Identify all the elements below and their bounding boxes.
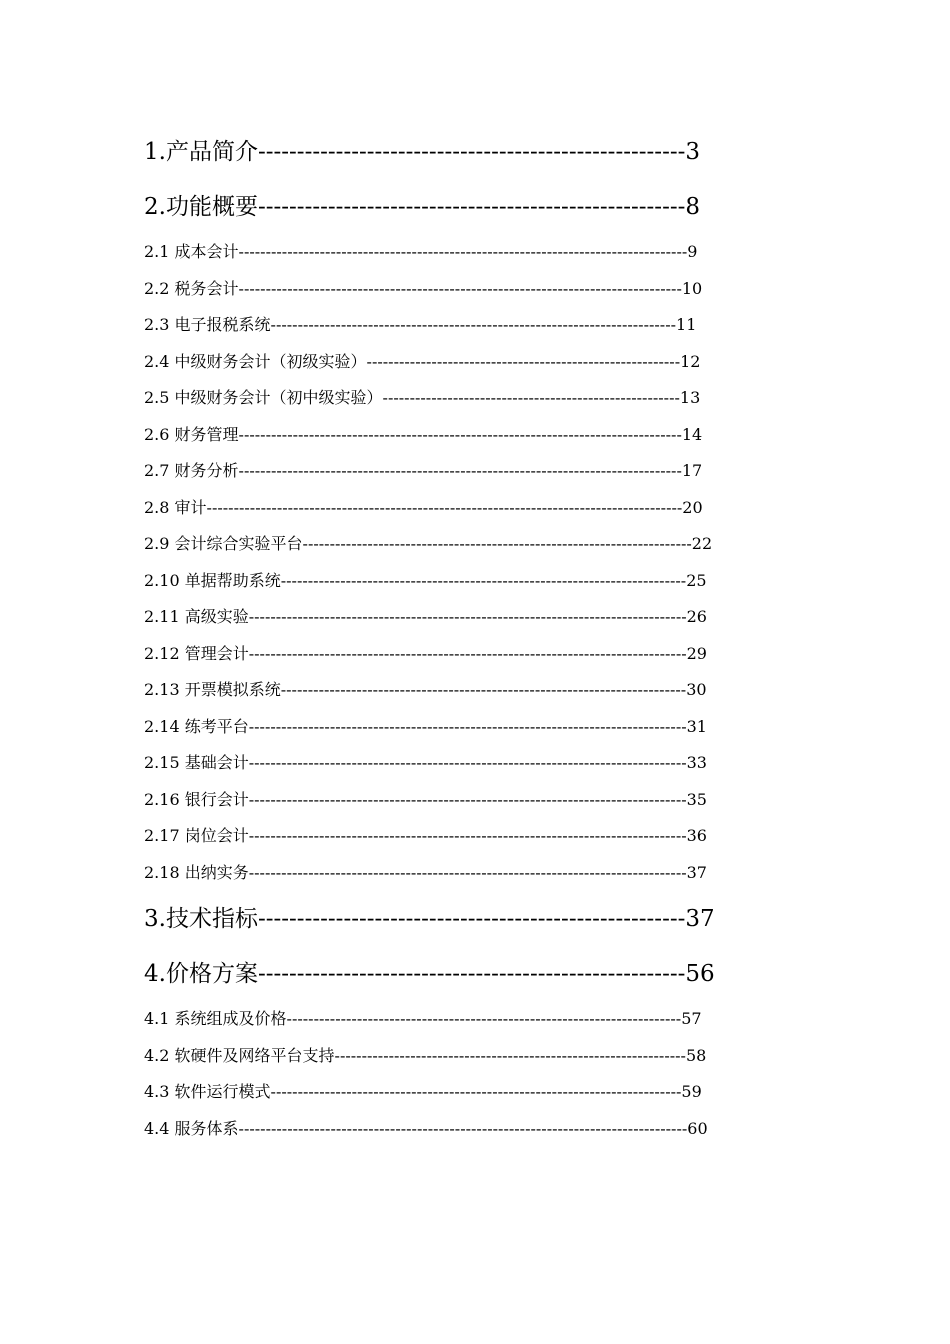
toc-page-number: 31 — [686, 716, 707, 736]
toc-page-number: 37 — [686, 862, 707, 882]
toc-entry-title: 4.3 软件运行模式 — [144, 1082, 271, 1101]
toc-entry-title: 2.8 审计 — [144, 497, 207, 517]
toc-section-entry[interactable] — [144, 563, 804, 600]
toc-entry-title: 2.7 财务分析 — [144, 461, 239, 480]
toc-dot-leader: --------------------------------------------------------------------------- — [280, 680, 687, 699]
toc-section-entry[interactable] — [144, 818, 804, 855]
toc-entry-title: 1.产品简介 — [144, 139, 258, 165]
toc-page-number: 20 — [682, 497, 703, 517]
toc-section-entry[interactable] — [144, 636, 804, 673]
toc-section-entry[interactable] — [144, 1001, 804, 1038]
toc-page-number: 11 — [676, 315, 697, 334]
toc-page-number: 33 — [686, 753, 707, 772]
toc-dot-leader: ------------------------------------------------------------------------- — [286, 1009, 682, 1028]
toc-page-number: 56 — [685, 961, 715, 987]
toc-dot-leader: --------------------------------------------------------------------------------- — [248, 826, 687, 845]
toc-dot-leader: ------------------------------------------------------- — [257, 139, 686, 165]
toc-section-entry[interactable] — [144, 307, 804, 344]
toc-entry-title: 2.功能概要 — [144, 194, 258, 220]
toc-dot-leader: ------------------------------------------------------- — [382, 388, 680, 407]
toc-dot-leader: --------------------------------------------------------------------------------- — [248, 862, 687, 882]
toc-dot-leader: ----------------------------------------------------------------------------------- — [238, 242, 688, 261]
toc-page-number: 25 — [686, 570, 707, 590]
toc-dot-leader: --------------------------------------------------------------------------------- — [248, 643, 687, 663]
toc-section-entry[interactable] — [144, 855, 804, 892]
toc-dot-leader: --------------------------------------------------------------------------------- — [248, 753, 687, 772]
toc-page-number: 35 — [686, 789, 707, 809]
toc-section-entry[interactable] — [144, 271, 804, 308]
toc-page-number: 22 — [691, 534, 713, 553]
toc-section-entry[interactable] — [144, 344, 804, 381]
toc-page-number: 30 — [686, 680, 707, 699]
toc-entry-title: 2.10 单据帮助系统 — [144, 570, 281, 590]
toc-chapter-entry[interactable] — [144, 130, 804, 179]
toc-dot-leader: ------------------------------------------------------- — [257, 961, 686, 987]
toc-page-number: 9 — [687, 242, 698, 261]
toc-entry-title: 4.1 系统组成及价格 — [144, 1009, 287, 1028]
toc-section-entry[interactable] — [144, 745, 804, 782]
toc-section-entry[interactable] — [144, 234, 804, 271]
toc-entry-title: 2.13 开票模拟系统 — [144, 680, 281, 699]
toc-dot-leader: ---------------------------------------------------------------------------------------- — [206, 497, 683, 517]
toc-section-entry[interactable] — [144, 599, 804, 636]
toc-entry-title: 2.14 练考平台 — [144, 716, 249, 736]
toc-chapter-entry[interactable] — [144, 185, 804, 234]
toc-chapter-entry[interactable] — [144, 952, 804, 1001]
toc-entry-title: 4.4 服务体系 — [144, 1118, 239, 1138]
toc-dot-leader: --------------------------------------------------------------------------- — [270, 315, 677, 334]
toc-section-entry[interactable] — [144, 490, 804, 527]
toc-section-entry[interactable] — [144, 782, 804, 819]
toc-dot-leader: --------------------------------------------------------------------------------- — [248, 607, 687, 626]
toc-dot-leader: ---------------------------------------------------------- — [366, 351, 681, 371]
toc-dot-leader: ------------------------------------------------------- — [257, 194, 686, 220]
toc-page-number: 37 — [685, 906, 715, 932]
toc-dot-leader: ---------------------------------------------------------------------------------- — [238, 461, 682, 480]
toc-page-number: 57 — [681, 1009, 702, 1028]
toc-page-number: 3 — [685, 139, 701, 165]
table-of-contents — [144, 130, 804, 1147]
toc-page-number: 12 — [680, 351, 701, 371]
toc-dot-leader: ---------------------------------------------------------------------------- — [270, 1082, 682, 1101]
toc-entry-title: 2.15 基础会计 — [144, 753, 249, 772]
toc-dot-leader: --------------------------------------------------------------------------- — [280, 570, 687, 590]
toc-dot-leader: ----------------------------------------------------------------------------------- — [238, 1118, 688, 1138]
toc-dot-leader: ----------------------------------------------------------------- — [334, 1045, 686, 1065]
toc-entry-title: 2.9 会计综合实验平台 — [144, 534, 303, 553]
toc-entry-title: 2.18 出纳实务 — [144, 862, 249, 882]
toc-dot-leader: --------------------------------------------------------------------------------- — [248, 716, 687, 736]
toc-entry-title: 2.3 电子报税系统 — [144, 315, 271, 334]
toc-entry-title: 2.16 银行会计 — [144, 789, 249, 809]
toc-entry-title: 2.4 中级财务会计（初级实验） — [144, 351, 367, 371]
toc-dot-leader: ------------------------------------------------------- — [257, 906, 686, 932]
toc-section-entry[interactable] — [144, 453, 804, 490]
toc-section-entry[interactable] — [144, 380, 804, 417]
toc-section-entry[interactable] — [144, 709, 804, 746]
toc-entry-title: 2.1 成本会计 — [144, 242, 239, 261]
toc-entry-title: 4.价格方案 — [144, 961, 258, 987]
toc-entry-title: 3.技术指标 — [144, 906, 258, 932]
toc-page-number: 17 — [681, 461, 703, 480]
toc-section-entry[interactable] — [144, 1038, 804, 1075]
toc-page-number: 29 — [686, 643, 707, 663]
toc-entry-title: 2.6 财务管理 — [144, 424, 239, 444]
toc-page-number: 14 — [681, 424, 703, 444]
toc-chapter-entry[interactable] — [144, 897, 804, 946]
toc-section-entry[interactable] — [144, 1111, 804, 1148]
toc-entry-title: 2.5 中级财务会计（初中级实验） — [144, 388, 383, 407]
toc-page-number: 58 — [685, 1045, 707, 1065]
toc-page-number: 13 — [679, 388, 701, 407]
toc-entry-title: 2.17 岗位会计 — [144, 826, 249, 845]
toc-section-entry[interactable] — [144, 526, 804, 563]
toc-dot-leader: ---------------------------------------------------------------------------------- — [238, 278, 682, 298]
toc-page-number: 10 — [681, 278, 703, 298]
toc-entry-title: 2.11 高级实验 — [144, 607, 249, 626]
toc-page-number: 59 — [681, 1082, 702, 1101]
toc-page-number: 26 — [686, 607, 707, 626]
toc-dot-leader: --------------------------------------------------------------------------------- — [248, 789, 687, 809]
toc-page-number: 8 — [685, 194, 701, 220]
toc-entry-title: 2.12 管理会计 — [144, 643, 249, 663]
toc-section-entry[interactable] — [144, 417, 804, 454]
toc-page-number: 36 — [686, 826, 707, 845]
toc-dot-leader: ---------------------------------------------------------------------------------- — [238, 424, 682, 444]
toc-entry-title: 4.2 软硬件及网络平台支持 — [144, 1045, 335, 1065]
toc-section-entry[interactable] — [144, 1074, 804, 1111]
toc-page-number: 60 — [687, 1118, 708, 1138]
toc-entry-title: 2.2 税务会计 — [144, 278, 239, 298]
toc-section-entry[interactable] — [144, 672, 804, 709]
toc-dot-leader: ------------------------------------------------------------------------ — [302, 534, 692, 553]
